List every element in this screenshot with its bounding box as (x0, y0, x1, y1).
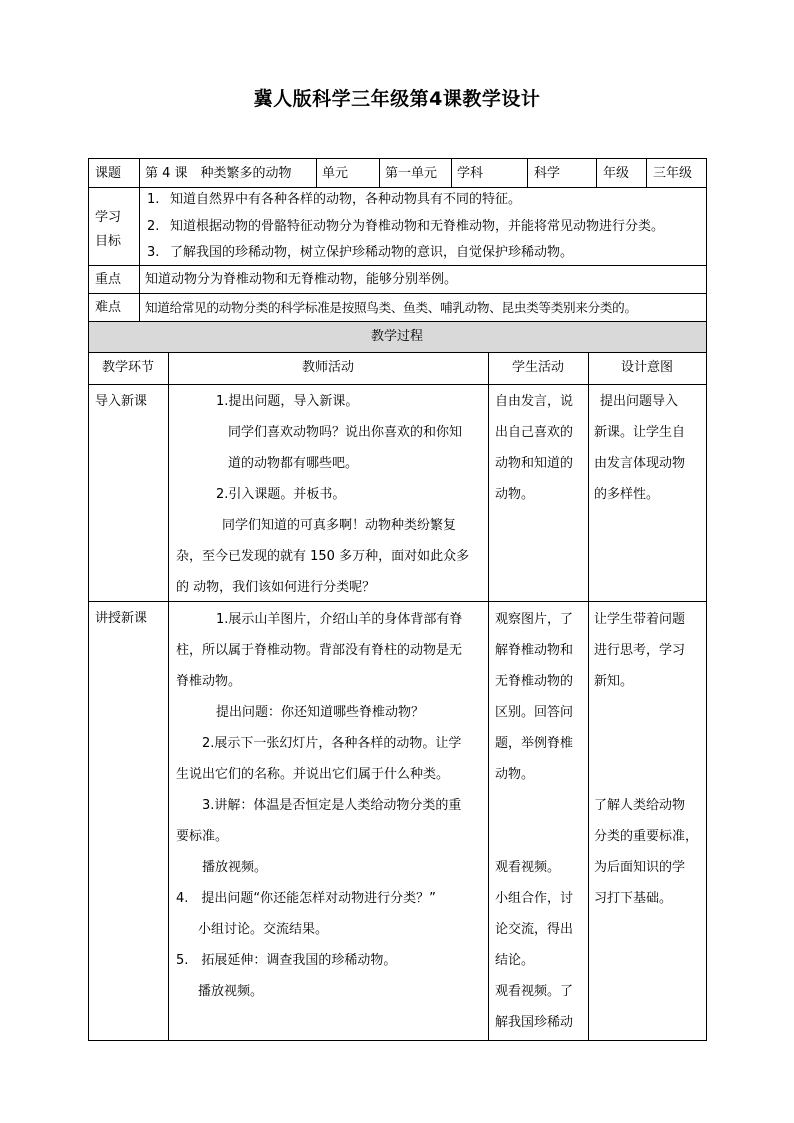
objective-number: 1. (147, 192, 160, 207)
text-line: 解脊椎动物和 (495, 643, 574, 658)
text-line: 结论。 (495, 953, 535, 968)
text-line: 3.讲解：体温是否恒定是人类给动物分类的重 (202, 798, 462, 813)
table-rule (488, 352, 489, 1040)
text-line: 观察图片，了 (495, 612, 574, 627)
objective-text: 知道根据动物的骨骼特征动物分为脊椎动物和无脊椎动物，并能将常见动物进行分类。 (170, 219, 665, 234)
text-line: 论交流，得出 (495, 922, 574, 937)
text-line: 解我国珍稀动 (495, 1015, 574, 1030)
difficulty-label: 难点 (95, 300, 122, 315)
subject-value: 科学 (534, 166, 561, 181)
table-rule (706, 158, 707, 1041)
column-header-student: 学生活动 (511, 360, 564, 375)
objectives-label-line2: 目标 (95, 234, 122, 249)
text-line: 播放视频。 (202, 860, 268, 875)
table-rule (88, 321, 707, 322)
text-line: 2.引入课题。并板书。 (216, 487, 346, 502)
text-line: 同学们知道的可真多啊！动物种类纷繁复 (222, 518, 457, 533)
student-activity-intro (495, 386, 585, 510)
text-line: 脊椎动物。 (176, 674, 242, 689)
text-line (495, 790, 585, 821)
table-rule (88, 352, 707, 353)
text-line: 习打下基础。 (594, 891, 673, 906)
objective-text: 了解我国的珍稀动物，树立保护珍稀动物的意识，自觉保护珍稀动物。 (170, 245, 574, 260)
text-line: 区别。回答问 (495, 705, 574, 720)
objectives-label-line1: 学习 (95, 210, 122, 225)
text-line: 1.展示山羊图片，介绍山羊的身体背部有脊 (216, 612, 463, 627)
table-rule (139, 187, 140, 321)
text-line: 4. 提出问题“你还能怎样对动物进行分类？” (176, 891, 436, 906)
text-line: 要标准。 (176, 829, 229, 844)
column-header-intent: 设计意图 (620, 360, 673, 375)
text-line: 小组讨论。交流结果。 (198, 922, 329, 937)
text-line: 的 动物，我们该如何进行分类呢？ (176, 580, 376, 595)
key-point-text: 知道动物分为脊椎动物和无脊椎动物，能够分别举例。 (145, 272, 458, 287)
text-line: 1.提出问题，导入新课。 (216, 394, 359, 409)
text-line: 观看视频。 (495, 860, 561, 875)
text-line: 新课。让学生自 (594, 425, 686, 440)
grade-value: 三年级 (653, 166, 693, 181)
text-line: 提出问题：你还知道哪些脊椎动物？ (216, 705, 425, 720)
text-line (495, 821, 585, 852)
table-rule (168, 352, 169, 1040)
text-line: 2.展示下一张幻灯片，各种各样的动物。让学 (202, 736, 462, 751)
stage-name: 讲授新课 (95, 611, 148, 626)
difficulty-text: 知道给常见的动物分类的科学标准是按照鸟类、鱼类、哺乳动物、昆虫类等类别来分类的。 (145, 300, 637, 315)
key-point-label: 重点 (95, 272, 122, 287)
document-title: 冀人版科学三年级第4课教学设计 (253, 88, 541, 110)
subject-label: 学科 (457, 166, 484, 181)
table-rule (646, 158, 647, 187)
table-rule (88, 158, 89, 1041)
text-line: 柱，所以属于脊椎动物。背部没有脊柱的动物是无 (176, 643, 463, 658)
text-line: 播放视频。 (198, 984, 264, 999)
teacher-activity-new (172, 604, 484, 1007)
text-line: 分类的重要标准， (594, 829, 699, 844)
unit-label: 单元 (322, 166, 349, 181)
text-line: 观看视频。了 (495, 984, 574, 999)
grade-label: 年级 (603, 166, 630, 181)
objective-text: 知道自然界中有各种各样的动物，各种动物具有不同的特征。 (170, 192, 522, 207)
process-header: 教学过程 (370, 329, 423, 344)
text-line: 了解人类给动物 (594, 798, 686, 813)
text-line: 生说出它们的名称。并说出它们属于什么种类。 (176, 767, 450, 782)
text-line: 让学生带着问题 (594, 612, 686, 627)
text-line: 为后面知识的学 (594, 860, 686, 875)
table-rule (139, 158, 140, 187)
table-rule (88, 1040, 707, 1041)
text-line: 同学们喜欢动物吗？说出你喜欢的和你知 (228, 425, 463, 440)
table-rule (588, 352, 589, 1040)
text-line: 小组合作，讨 (495, 891, 574, 906)
text-line: 动物。 (495, 487, 535, 502)
column-header-teacher: 教师活动 (301, 360, 354, 375)
text-line: 由发言体现动物 (594, 456, 686, 471)
lesson-value: 第 4 课 种类繁多的动物 (145, 166, 292, 181)
text-line: 的多样性。 (594, 487, 660, 502)
text-line: 题，举例脊椎 (495, 736, 574, 751)
unit-value: 第一单元 (385, 166, 438, 181)
design-intent-intro (594, 386, 704, 510)
text-line: 动物和知道的 (495, 456, 574, 471)
text-line: 新知。 (594, 674, 634, 689)
table-rule (88, 187, 707, 188)
column-header-stage: 教学环节 (101, 360, 154, 375)
text-line: 道的动物都有哪些吧。 (228, 456, 359, 471)
text-line: 进行思考，学习 (594, 643, 686, 658)
teacher-activity-intro (172, 386, 484, 603)
table-rule (88, 158, 707, 159)
student-activity-new (495, 604, 585, 1038)
text-line: 自由发言，说 (495, 394, 574, 409)
design-intent-new (594, 604, 704, 914)
table-rule (88, 384, 707, 385)
table-rule (88, 265, 707, 266)
text-line (594, 728, 704, 759)
text-line: 提出问题导入 (600, 394, 679, 409)
text-line: 动物。 (495, 767, 535, 782)
stage-name: 导入新课 (95, 394, 148, 409)
table-rule (596, 158, 597, 187)
text-line: 5. 拓展延伸：调查我国的珍稀动物。 (176, 953, 397, 968)
table-rule (527, 158, 528, 187)
table-rule (451, 158, 452, 187)
table-rule (316, 158, 317, 187)
text-line: 杂，至今已发现的就有 150 多万种，面对如此众多 (176, 549, 470, 564)
table-rule (88, 293, 707, 294)
text-line (594, 697, 704, 728)
objective-number: 3. (147, 245, 160, 260)
objective-number: 2. (147, 219, 160, 234)
text-line: 无脊椎动物的 (495, 674, 574, 689)
text-line (594, 759, 704, 790)
text-line: 出自己喜欢的 (495, 425, 574, 440)
lesson-label: 课题 (95, 166, 122, 181)
table-rule (379, 158, 380, 187)
